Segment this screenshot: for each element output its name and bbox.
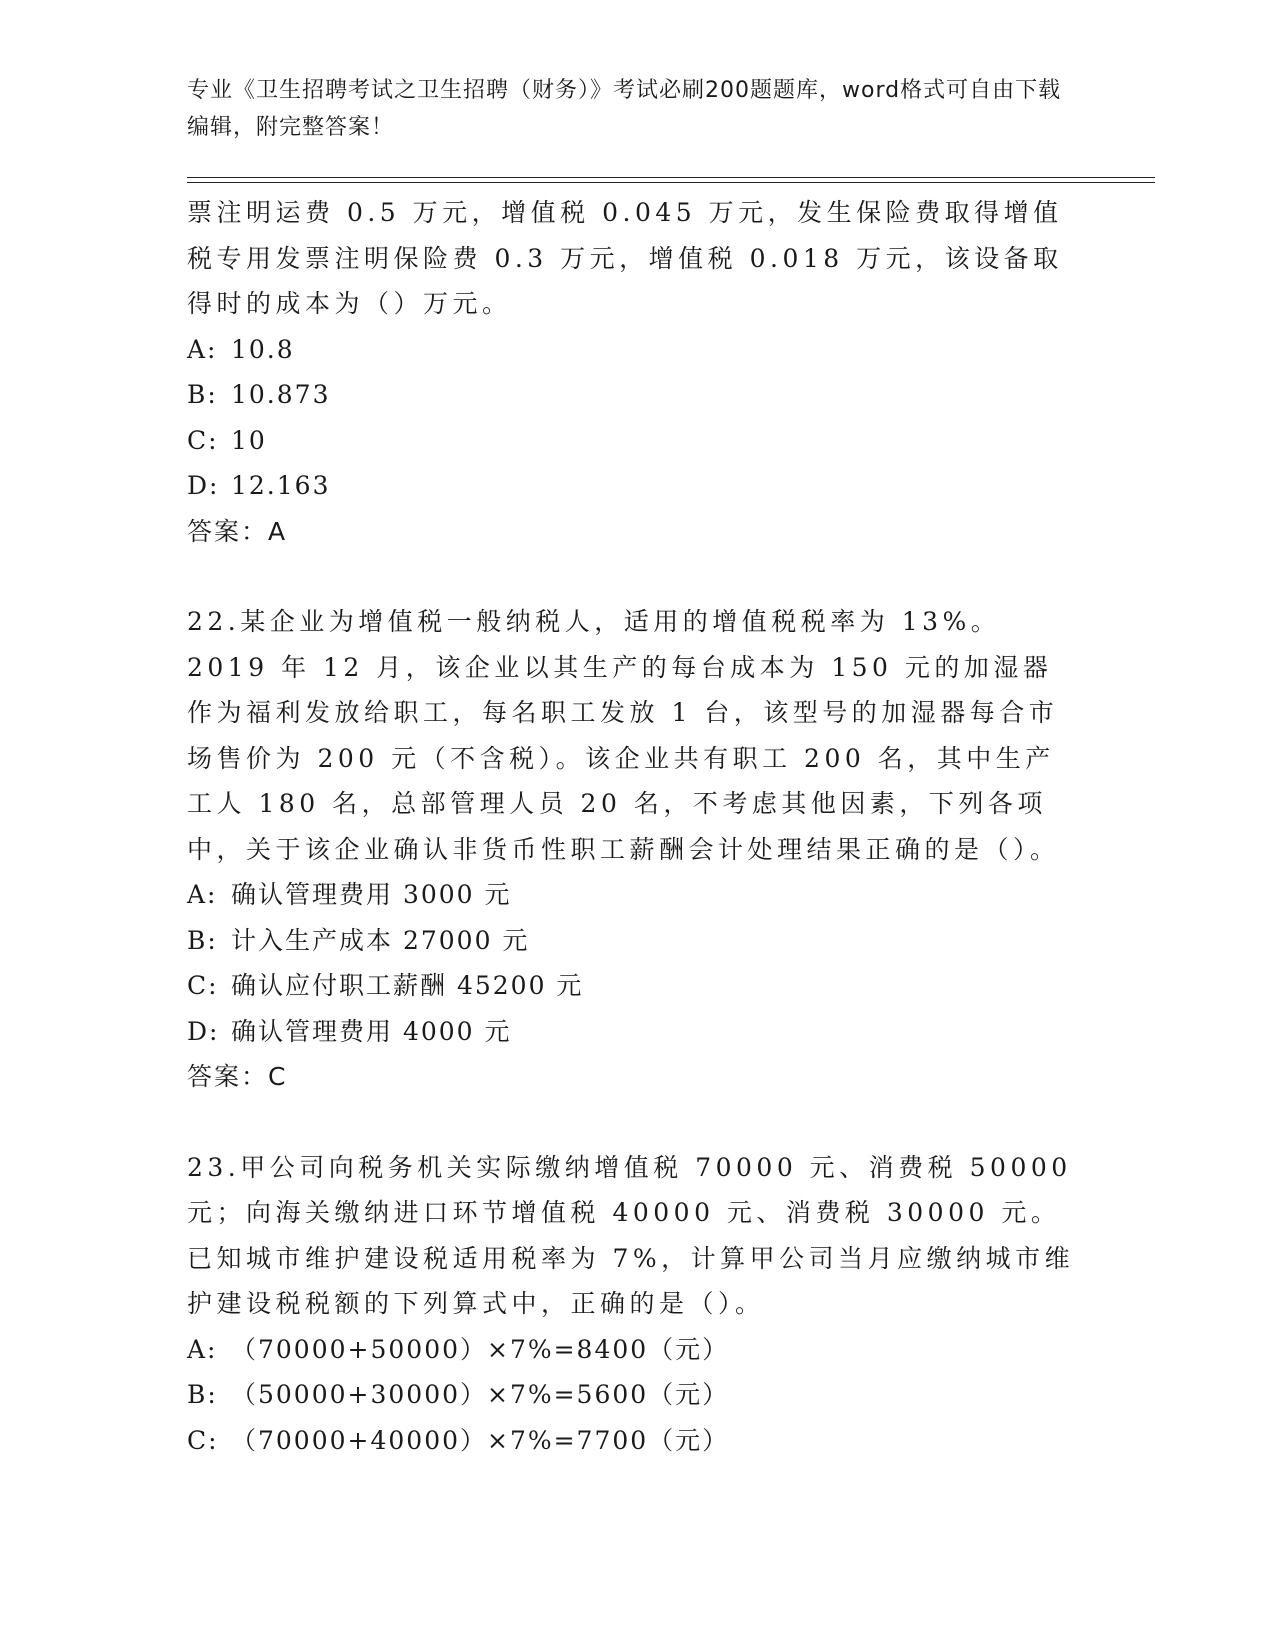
option-letter: B:	[187, 925, 218, 955]
option-text: 12.163	[231, 471, 331, 500]
page-header: 专业《卫生招聘考试之卫生招聘（财务）》考试必刷200题题库，word格式可自由下载编辑，附完整答案！	[187, 78, 1062, 140]
option-a	[187, 327, 1077, 373]
option-c	[187, 418, 1077, 464]
header-rule-top	[187, 177, 1155, 178]
option-text: 10.873	[231, 380, 331, 409]
option-letter: C:	[187, 971, 219, 1000]
option-text: （70000+50000）×7%=8400（元）	[231, 1334, 730, 1364]
answer-line: 答案：A	[187, 516, 288, 546]
option-text: （50000+30000）×7%=5600（元）	[231, 1380, 730, 1409]
option-a	[187, 1327, 1077, 1373]
option-text: 10	[231, 425, 267, 455]
option-letter: B:	[187, 1380, 218, 1409]
option-text: （70000+40000）×7%=7700（元）	[231, 1425, 730, 1455]
option-text: 确认管理费用 3000 元	[231, 880, 512, 909]
option-letter: A:	[187, 334, 218, 364]
question-text: 23.甲公司向税务机关实际缴纳增值税 70000 元、消费税 50000 元；向海关缴纳进口环节增值税 40000 元、消费税 30000 元。已知城市维护建设税适用税率为 7%，计算甲公司当月应缴纳城市维护建设税税额的下列算式中，正确的是（）。	[187, 1152, 1075, 1318]
question-21	[187, 190, 1077, 554]
option-a	[187, 872, 1077, 918]
option-d	[187, 1009, 1077, 1055]
question-text: 22.某企业为增值税一般纳税人，适用的增值税税率为 13%。2019 年 12 月，该企业以其生产的每台成本为 150 元的加湿器作为福利发放给职工，每名职工发放 1 台，该型号的加湿器每合市场售价为 200 元（不含税）。该企业共有职工 200 名，其中生产工人 180 名，总部管理人员 20 名，不考虑其他因素，下列各项中，关于该企业确认非货币性职工薪酬会计处理结果正确的是（）。	[187, 607, 1060, 864]
option-b	[187, 1372, 1077, 1418]
option-letter: D:	[187, 1016, 220, 1046]
question-22	[187, 599, 1077, 1100]
option-letter: A:	[187, 880, 218, 909]
option-letter: C:	[187, 1425, 219, 1455]
option-text: 确认应付职工薪酬 45200 元	[231, 971, 584, 1000]
option-b	[187, 372, 1077, 418]
option-text: 确认管理费用 4000 元	[231, 1016, 512, 1046]
option-b	[187, 918, 1077, 964]
option-letter: B:	[187, 380, 218, 409]
option-c	[187, 1418, 1077, 1464]
document-body	[187, 190, 1077, 1463]
option-letter: D:	[187, 471, 220, 500]
question-23	[187, 1145, 1077, 1464]
option-d	[187, 463, 1077, 509]
option-text: 计入生产成本 27000 元	[231, 925, 530, 955]
spacer	[187, 1100, 1077, 1145]
question-text: 票注明运费 0.5 万元，增值税 0.045 万元，发生保险费取得增值税专用发票注明保险费 0.3 万元，增值税 0.018 万元，该设备取得时的成本为（）万元。	[187, 198, 1063, 318]
answer-line: 答案：C	[187, 1062, 288, 1091]
option-letter: A:	[187, 1334, 218, 1364]
option-letter: C:	[187, 425, 219, 455]
spacer	[187, 554, 1077, 599]
header-rule-bottom	[187, 182, 1155, 183]
option-text: 10.8	[231, 334, 295, 364]
option-c	[187, 963, 1077, 1009]
